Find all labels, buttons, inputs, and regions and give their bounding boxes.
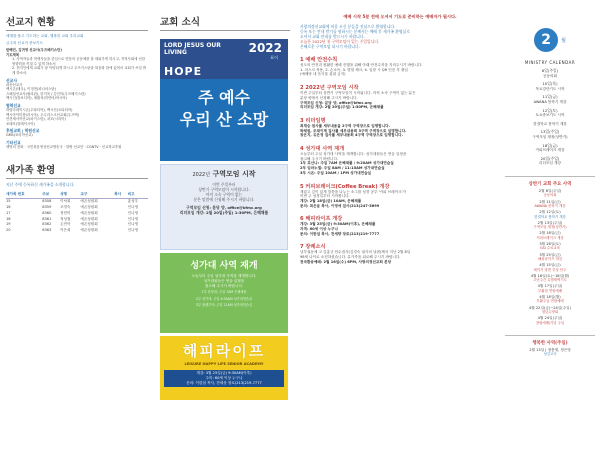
visitor-col-header: 성명 — [60, 191, 80, 199]
happylife-band-line: 문의: 이한섭 목사, 전세상 장로(213)219-7777 — [186, 381, 262, 385]
visitor-table — [6, 191, 148, 234]
ministry-event — [505, 316, 595, 325]
cell-group-line: 분은 말씀에 신청해 주시기 바랍니다. — [193, 197, 255, 202]
ministry-event-date: 4월 22일(금)~24일(주일) — [528, 305, 572, 310]
news-item-line: 2부 임마누엘: 주일 8AM / 11:15AM 성가대연습실 — [300, 166, 385, 171]
ministry-event-name: AWANA 봄학기 개강 — [534, 203, 566, 208]
visitor-cell: 8359 — [42, 204, 52, 209]
calendar-heading: MINISTRY CALENDAR — [524, 60, 576, 65]
visitor-col-header: 새가족 번호 — [6, 191, 42, 199]
calendar-item — [505, 82, 595, 91]
calendar-event: 리더모임 개강 — [539, 161, 561, 166]
cell-group-signup: 구역모임 신청: 분당 양, office@kfmc.org — [186, 205, 262, 210]
news-item-title: 3 리더임명 — [300, 117, 326, 124]
visitor-cell: 손민아 — [60, 222, 71, 227]
calendar-date: 13일(주일) — [540, 129, 560, 135]
motto-label: 표어 — [270, 55, 278, 60]
news-item-title: 1 예배 안전수칙 — [300, 57, 338, 63]
prayer-sub: 성김고사 — [543, 352, 557, 357]
cell-group-line: 상반기 구역모임이 시작됩니다. — [198, 187, 250, 192]
visitor-cell: 이은희 — [60, 228, 71, 233]
cell-group-body — [166, 182, 282, 202]
news-item-line: 개강: 2월 18일(금) 10AM, 은혜채플 — [300, 198, 362, 203]
prayer-item — [505, 348, 595, 357]
choir-detail-line: 3부 할렐루야: 주일 11AM 성가대연습실 — [195, 303, 253, 308]
ministry-event-name: 청년수양회 — [541, 310, 559, 315]
visitor-cell: 이낙희 — [60, 199, 71, 204]
ministry-event-date: 2월 11일(금) — [539, 199, 561, 204]
news-item-line: 3부 시온: 주일 10AM / 1PM 성가대연습실 — [300, 170, 372, 175]
visitor-cell: 인나영 — [127, 228, 139, 233]
ministry-event-date: 4월 17일(주일) — [537, 284, 563, 289]
news-item-line: 구역모임 신청: 분당 양, office@kfmc.org — [300, 100, 372, 105]
ministry-event — [505, 306, 595, 315]
calendar-item — [505, 69, 595, 78]
cell-group-year: 2022년 — [192, 172, 211, 178]
major-ministry-head: 상반기 교회 주요 사역 — [505, 176, 595, 187]
ministry-event — [505, 231, 595, 240]
calendar-event: 커피브레이크 개강 — [535, 148, 565, 153]
church-news-title: 교회 소식 — [160, 14, 290, 31]
calendar-item — [505, 95, 595, 104]
calendar-date: 11일(금) — [542, 94, 558, 100]
month-number: 2 — [534, 28, 558, 52]
calendar-date: 18일(금) — [542, 142, 558, 148]
ministry-event-date: 3월 25일(금) — [539, 252, 561, 257]
cell-group-heading: 구역모임 시작 — [212, 170, 256, 178]
mission-line: 2. 현지인에게 교회가 잘 이양되게 하시고 우즈키스탄을 복음화 함에 있어서 교회가 쓰임 받게 하소서. — [12, 66, 147, 75]
news-item-line: (예배당 내 음식물 섭취 금지) — [300, 72, 346, 77]
calendar-event: 구역모임 재정(상반기) — [532, 134, 568, 139]
partner-line: 조래모(말레이시아) — [6, 121, 35, 126]
ministry-event — [505, 200, 595, 209]
ministry-event-date: 2월 13일(주일) — [537, 220, 563, 225]
visitor-cell: 조경숙 — [60, 204, 71, 209]
welcome-note-line: 사랑의정선교회에 처음 오신 분들을 진심으로 환영합니다. — [300, 24, 396, 29]
motto-hope: HOPE — [164, 65, 203, 78]
ministry-event-name: 한결학교 봄학기 개강 — [534, 214, 566, 219]
news-item — [300, 243, 500, 264]
calendar-item — [505, 144, 595, 153]
news-item-line: 1부 호산나: 주일 7AM 은혜채플 / 9:20AM 성가대연습실 — [300, 161, 394, 166]
ministry-event — [505, 189, 595, 198]
ministry-event — [505, 221, 595, 230]
happylife-title: 해피라이프 — [182, 342, 266, 360]
missionary-list — [6, 83, 148, 101]
news-item-line: 문의: 최은윤 목사, 이영애 집사(213)247-5699 — [300, 203, 380, 208]
news-item-line: 성도의 안전과 원활한 예배 진행을 위해 아래 안전수칙을 지켜주시기 바랍니다. — [300, 63, 423, 67]
visitor-cell: 홍성우 — [127, 199, 139, 204]
motto-line-1: 주 예수 — [198, 88, 250, 107]
cell-group-line: 아직 소속 구역이 없는 — [205, 192, 243, 197]
cell-group-poster — [160, 164, 288, 250]
visitor-cell: 인나영 — [127, 222, 139, 227]
calendar-item — [505, 157, 595, 166]
calendar-event: 공동의회 — [543, 73, 557, 78]
ministry-event-date: 4월 18일(월) — [539, 295, 561, 299]
prayer-head: 행복한 사역(주일) — [505, 335, 595, 346]
news-item-line: 참고해 주시기 바랍니다. — [300, 156, 339, 161]
calendar-date: 20일(주일) — [540, 155, 560, 161]
prayer-line: 2월 13일 | 정충재, 정은영 — [529, 347, 571, 352]
partner-mission-list — [6, 108, 148, 126]
visitor-cell: 인나영 — [127, 210, 139, 215]
cell-group-info — [166, 205, 282, 215]
choir-detail — [165, 290, 283, 307]
news-column — [300, 6, 500, 458]
choir-detail-line: 2부 성가대: 주일 9:30AM 성가대연습실 — [195, 296, 253, 301]
visitor-cell: 예존성원회 — [80, 204, 98, 209]
welcome-note-line: 등록 또는 안내 받기를 원하시는 분께서는 예배 후 새가족 환영실로 — [300, 29, 410, 34]
news-item-line: 이번 주 성경일부터 시작합니다. — [300, 194, 350, 199]
ministry-event — [505, 284, 595, 293]
choir-detail-line: 1부 찬양대: 주일 7AM 은혜채플 — [201, 290, 247, 295]
news-item-title: 7 장례소식 — [300, 244, 326, 251]
mission-prayer-list — [6, 48, 148, 76]
ministry-event-name: 창립예배/기념 주일 — [535, 320, 565, 325]
news-item-line: 재밌고 깊이 있게 말씀을 나누는 소그룹 성경 공부 '커피 브레이크'가 — [300, 189, 406, 194]
calendar-list — [505, 69, 595, 166]
ministry-event-name: 부활주일 연합예배 — [536, 299, 564, 304]
church-news-posters — [160, 6, 290, 458]
calendar-date: 10일(목) — [542, 81, 558, 87]
news-item-line: 분당 양에서 신청해 주시기 바랍니다. — [300, 95, 358, 100]
missionary-line: 백시온(태국), 이정현(파나마스탄) — [6, 87, 57, 92]
calendar-event: 목요강단기도 시작 — [535, 86, 565, 91]
choir-line: 참고해 주시기 바랍니다. — [204, 283, 244, 288]
mission-line: 기도제목 — [6, 52, 20, 57]
ministry-event-date: 2월 18일(금) — [539, 231, 561, 236]
happylife-band-line: 개강: 3월 25일(금) 9:30AM(이후) — [196, 371, 252, 375]
visitor-row — [6, 227, 148, 233]
major-ministry-list — [505, 189, 595, 325]
news-item-title: 4 성가대 사역 재개 — [300, 146, 345, 153]
choir-title: 성가대 사역 재개 — [190, 261, 258, 271]
ministry-event-date: 4월 15일(금) — [539, 263, 561, 268]
calendar-date: 12일(토) — [542, 107, 558, 113]
ministry-event-date: 4월 24일(주일) — [537, 316, 563, 321]
cell-group-leader: 리더모임 개강: 2월 20일(주일) 1:30PM, 은혜채플 — [179, 210, 269, 216]
visitor-cell: 17 — [6, 210, 11, 215]
ministry-event-name: 세이기 말씀 묵상 안주 — [533, 267, 567, 272]
news-item-line: 리더모임 개강: 2월 20일(주일) 1:30PM, 은혜채플 — [300, 105, 384, 110]
visitor-col-header: 목사 — [114, 191, 128, 199]
calendar-event: AWANA 봄학기 개강 — [533, 99, 567, 104]
visitor-cell: 8362 — [42, 222, 52, 227]
welcome-note-line: 은혜로운 구역모임 되시기 바랍니다. — [300, 44, 360, 49]
visitor-cell: 19 — [6, 222, 11, 227]
news-item-line: 98세 나이로 소천하셨습니다. 유가족을 위로해 주시기 바랍니다. — [300, 255, 401, 260]
calendar-event: 토요중보기도 시작 — [535, 113, 565, 118]
ministry-event-name: 공동의회 — [543, 193, 557, 198]
news-item-line: 남부권동체 고 김홍규 안수집사(김경숙 권사의 남편)께서 지난 2월 8일 — [300, 250, 411, 255]
happylife-poster — [160, 336, 288, 400]
ministry-event-date: 2월 12일(토) — [539, 210, 561, 215]
visitor-cell: 예존성원회 — [80, 216, 98, 221]
visitor-cell: 8358 — [42, 199, 52, 204]
missionary-line: 스페셜선교사(필리핀), 한지욱 / 김인미(우즈베키스탄) — [6, 91, 86, 96]
mission-intro: 세계를 품고 기도하는 교회, 행복한 교회 우리교회 — [6, 34, 84, 38]
news-item — [300, 117, 500, 138]
ministry-event-name: GSI 수료교육 — [540, 246, 560, 251]
visitor-cell: 예존성원회 — [80, 210, 98, 215]
news-item-line: 최재승 권사를 세부내용을 2구역 구역장으로 임명합니다. — [300, 123, 390, 128]
news-item — [300, 84, 500, 110]
other-mission-line: 생명의 전화 · 국민복음영상선교방송국 · 말랑 선교단 · CGNTV · 선교학교후원 — [6, 144, 122, 149]
mission-line: 1. 사역자들과 학생자들을 중심으로 믿음의 공동체를 잘 세워가게 하시고, 지역사회에 선한 영향력을 끼칠 수 있게 하소서 — [12, 57, 146, 66]
visitor-cell: 8360 — [42, 210, 52, 215]
motto-year: 2022 — [248, 41, 282, 55]
ministry-event — [505, 210, 595, 219]
choir-line: 성가대원들은 연습 일정을 — [203, 278, 245, 283]
visitor-cell — [114, 227, 128, 233]
visitor-col-header: 주보 — [42, 191, 60, 199]
news-item-line: 문의: 이한섭 목사, 전세량 장로(213)219-7777 — [300, 231, 380, 236]
news-item-line: 개강: 3월 25일(금) 9:30AM(이후), 은혜채플 — [300, 222, 376, 227]
cell-group-title — [166, 169, 282, 179]
welcome-intro: 지난 주에 등록하신 새가족을 소개합니다. — [6, 181, 75, 187]
welcome-note-line: 오늘은 2022년 첫 구역모임이 있는 주일입니다. — [300, 39, 380, 44]
missionary-line: 파송선교사 — [6, 82, 23, 87]
visitor-cell: 인나영 — [127, 204, 139, 209]
news-item — [300, 215, 500, 236]
news-item-line: 1. 마스크 착용, 2. 손소독, 3. 발열 체크, 4. 입장 시 QR 인증 후 출입 — [300, 67, 408, 72]
motto-poster — [160, 39, 288, 161]
news-item — [300, 56, 500, 77]
visitor-col-header: 비고 — [128, 191, 148, 199]
visitor-col-header: 교구 — [80, 191, 114, 199]
missionary-line: 백시인(캄보디아), 채환석(미얀마/아시아) — [6, 96, 67, 101]
mission-intro-2: 금주의 선교지 중보기도 — [6, 41, 43, 45]
ministry-event-name: 구역모임 재정(상반기) — [533, 225, 567, 230]
ministry-event-name: 고난주간 특별새벽기도 — [533, 278, 567, 283]
motto-korean — [166, 87, 282, 131]
visitor-cell: 예존성원회 — [80, 228, 98, 233]
worship-reminder: 예배 시작 5분 전에 오셔서 기도로 준비하는 예배자가 됩시다. — [343, 14, 457, 19]
news-item-line: 박채원, 조채이제 집사를 세부내용회 3구역 구역장으로 임명합니다. — [300, 128, 407, 133]
visitor-table-header — [6, 191, 148, 199]
support-church-line: GMS(코리아선교) — [6, 133, 33, 138]
month-label: 월 — [561, 37, 566, 44]
ministry-event — [505, 274, 595, 283]
welcome-note-line: 오셔서 교회 안내를 받으시기 바랍니다. — [300, 34, 365, 39]
calendar-item — [505, 122, 595, 127]
ministry-event-name: 해피라이프 개강 — [537, 256, 562, 261]
ministry-calendar — [505, 6, 595, 458]
mission-title: 선교지 현황 — [6, 14, 148, 31]
visitor-cell: 인나영 — [127, 216, 139, 221]
news-list — [300, 56, 500, 265]
calendar-event: 한결학교 봄학기 개강 — [533, 121, 567, 126]
partner-line: 허랍다데이시온(우타티아), 백시신(오타티아) — [6, 107, 73, 112]
visitor-cell: 20 — [6, 228, 11, 233]
visitor-cell: 18 — [6, 216, 11, 221]
choir-line: 오늘부터 주일 성가대 사역을 재개합니다. — [191, 274, 257, 278]
news-item-line: 창은지, 유은정 집사를 세부내용회 4구역 구역장으로 임명합니다. — [300, 133, 403, 138]
news-item — [300, 145, 500, 176]
visitor-cell: 예존성원회 — [80, 222, 98, 227]
choir-poster — [160, 253, 288, 333]
visitor-cell: 예존성원회 — [80, 199, 98, 204]
news-item-title: 5 커피브레이크(Coffee Break) 개강 — [300, 183, 390, 190]
partner-mission-head: 협력선교 — [6, 102, 21, 108]
choir-body — [165, 274, 283, 288]
news-item-line: 천국환송예배: 2월 16일(수) 6PM, 사랑의정선교회 본당 — [300, 259, 392, 264]
ministry-event-name: 커피브레이크 개강 — [536, 235, 564, 240]
ministry-event-name: 부활절 연합예배 — [537, 288, 562, 293]
month-header — [505, 28, 595, 52]
ministry-event — [505, 295, 595, 304]
partner-line: 안전세사이단교(파키스탄), 치모(시리아) — [6, 117, 66, 122]
visitor-cell: 16 — [6, 204, 11, 209]
happylife-info-band — [164, 370, 284, 387]
other-mission-head: 기타선교 — [6, 139, 21, 145]
support-church-head: 후원교회 | 학원선교 — [6, 128, 40, 134]
ministry-event — [505, 253, 595, 262]
calendar-item — [505, 109, 595, 118]
happylife-subtitle: LEISURE HAPPY LIFE SENIOR ACADEMY — [184, 362, 264, 366]
ministry-event-date: 2월 6일(주일) — [538, 188, 562, 193]
visitor-cell: 정현미 — [60, 210, 71, 215]
visitor-table-body — [6, 198, 148, 233]
calendar-date: 6일(주일) — [541, 68, 559, 73]
welcome-title: 새가족 환영 — [6, 162, 148, 179]
motto-english: LORD JESUS OUR LIVING — [164, 42, 221, 56]
mission-line: 한해민, 김귀영 선교사(우즈베키스탄) — [6, 48, 62, 52]
motto-line-2: 우리 산 소망 — [179, 110, 269, 129]
news-item-title: 6 해피라이프 개강 — [300, 216, 343, 223]
welcome-note — [300, 24, 500, 49]
ministry-event-date: 3월 26일(토) — [539, 241, 561, 246]
visitor-cell: 8361 — [42, 216, 52, 221]
news-item-line: 오늘부터 주일 성가대 사역을 재개합니다. 성가대원들은 연습 일정을 — [300, 152, 407, 157]
calendar-item — [505, 130, 595, 139]
visitor-cell: 15 — [6, 199, 11, 204]
mission-column — [6, 6, 148, 458]
missionary-group-head: 선교사 — [6, 77, 18, 83]
partner-line: 백시아이미충(러시아), 우수리스크선교회(우즈벡) — [6, 112, 79, 117]
visitor-cell: 정성철 — [60, 216, 71, 221]
news-item-line: 이번 주일부터 상반기 구역모임이 시작됩니다. 아직 소속 구역이 없는 분은 — [300, 91, 416, 96]
news-item-title: 2 2022년 구역모임 시작 — [300, 85, 359, 92]
visitor-cell: 6363 — [42, 228, 52, 233]
ministry-event-date: 4월 16일(토)~18일(월) — [530, 273, 570, 278]
happylife-band-line: 주미: 60세 이상 누구나 — [205, 376, 243, 380]
ministry-event — [505, 263, 595, 272]
cell-group-line: 이번 주일부터 — [212, 182, 236, 187]
news-item-line: 자격: 60세 이상 누구나 — [300, 227, 338, 232]
news-item — [300, 183, 500, 209]
ministry-event — [505, 242, 595, 251]
